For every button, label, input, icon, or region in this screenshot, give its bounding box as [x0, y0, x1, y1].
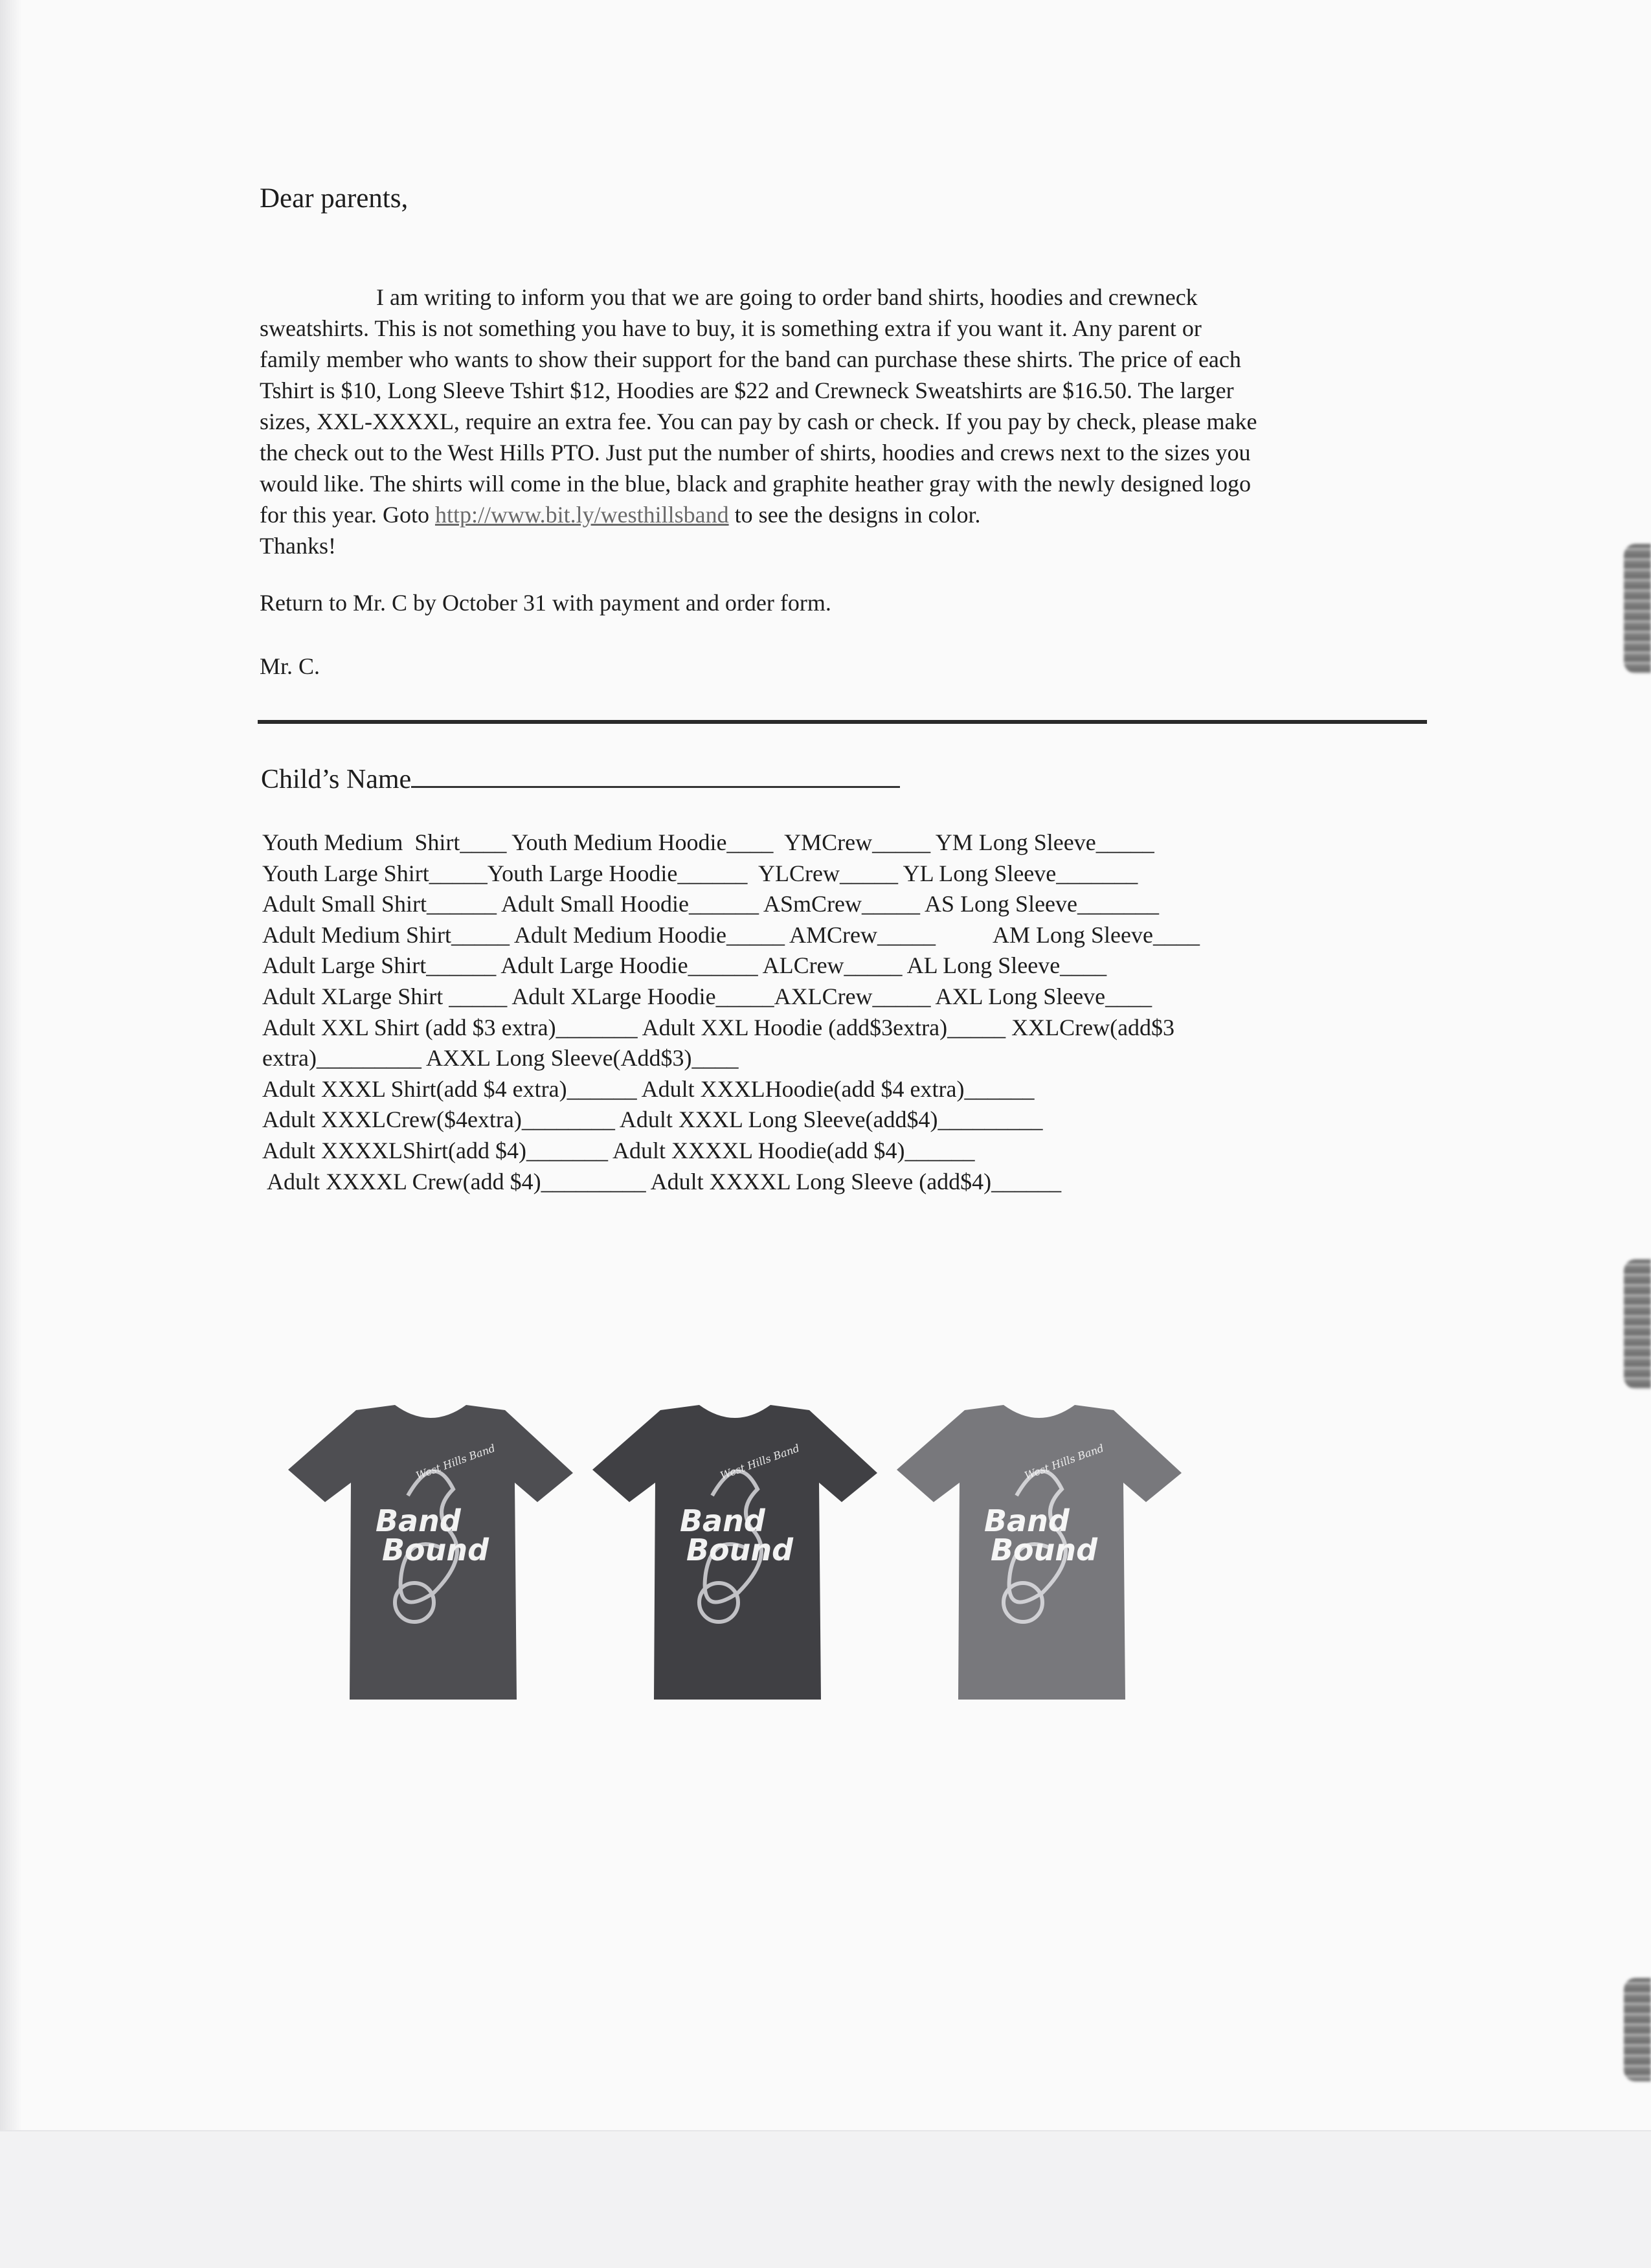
logo-text: West Hills Band: [1022, 1441, 1106, 1482]
order-line[interactable]: Adult Large Shirt______ Adult Large Hoodie______ ALCrew_____ AL Long Sleeve____: [262, 952, 1107, 979]
letter-paragraph: [260, 282, 1419, 561]
paragraph-line: Tshirt is $10, Long Sleeve Tshirt $12, Hoodies are $22 and Crewneck Sweatshirts are $16.50. The larger: [260, 377, 1234, 403]
logo-text: West Hills Band: [718, 1441, 802, 1482]
logo-text: Bound: [991, 1533, 1098, 1567]
logo-text: Band: [680, 1503, 765, 1538]
form-divider: [258, 720, 1427, 724]
thanks-line: Thanks!: [260, 533, 336, 559]
paragraph-line-suffix: to see the designs in color.: [728, 502, 981, 528]
paragraph-line-prefix: for this year. Goto: [260, 502, 435, 528]
paragraph-line: sizes, XXL-XXXXL, require an extra fee. You can pay by cash or check. If you pay by check, please make: [260, 409, 1257, 434]
paragraph-line: I am writing to inform you that we are going to order band shirts, hoodies and crewneck: [376, 284, 1198, 310]
scan-smudge: [1624, 1259, 1651, 1389]
paragraph-line: would like. The shirts will come in the blue, black and graphite heather gray with the newly designed logo: [260, 471, 1251, 497]
paragraph-line: sweatshirts. This is not something you have to buy, it is something extra if you want it. Any parent or: [260, 315, 1202, 341]
letter-body: [260, 282, 1419, 561]
scan-smudge: [1624, 1978, 1651, 2082]
band-designs-link[interactable]: http://www.bit.ly/westhillsband: [434, 502, 729, 528]
order-line[interactable]: Adult XXXL Shirt(add $4 extra)______ Adult XXXLHoodie(add $4 extra)______: [262, 1075, 1035, 1102]
paragraph-line: the check out to the West Hills PTO. Just put the number of shirts, hoodies and crews next to the sizes you: [260, 440, 1251, 466]
scanner-bed-strip: [0, 2130, 1651, 2268]
gray-shirt-image: [893, 1405, 1185, 1703]
scan-edge-shade: [0, 0, 22, 2130]
logo-text: West Hills Band: [414, 1441, 497, 1482]
logo-text: Band: [984, 1503, 1070, 1538]
black-shirt-image: [589, 1405, 881, 1703]
order-line[interactable]: Adult XXL Shirt (add $3 extra)_______ Adult XXL Hoodie (add$3extra)_____ XXLCrew(add$3: [262, 1014, 1175, 1040]
signature: Mr. C.: [260, 653, 320, 679]
order-line[interactable]: Adult XXXXL Crew(add $4)_________ Adult XXXXL Long Sleeve (add$4)______: [262, 1168, 1062, 1195]
order-line[interactable]: Adult XXXLCrew($4extra)________ Adult XXXL Long Sleeve(add$4)_________: [262, 1106, 1043, 1133]
order-line[interactable]: Adult XXXXLShirt(add $4)_______ Adult XXXXL Hoodie(add $4)______: [262, 1137, 975, 1163]
logo-text: Bound: [382, 1533, 489, 1567]
order-line[interactable]: Adult Medium Shirt_____ Adult Medium Hoodie_____ AMCrew_____ AM Long Sleeve____: [262, 921, 1200, 948]
salutation: Dear parents,: [260, 183, 409, 214]
order-line[interactable]: Youth Large Shirt_____Youth Large Hoodie______ YLCrew_____ YL Long Sleeve_______: [262, 860, 1138, 886]
logo-text: Band: [376, 1503, 461, 1538]
blue-shirt-image: [285, 1405, 576, 1703]
scan-smudge: [1624, 544, 1651, 673]
return-note: Return to Mr. C by October 31 with payment and order form.: [260, 590, 831, 616]
order-line[interactable]: Youth Medium Shirt____ Youth Medium Hoodie____ YMCrew_____ YM Long Sleeve_____: [262, 829, 1154, 855]
order-line[interactable]: Adult XLarge Shirt _____ Adult XLarge Hoodie_____AXLCrew_____ AXL Long Sleeve____: [262, 983, 1152, 1009]
child-name-blank[interactable]: [411, 763, 900, 788]
order-line[interactable]: extra)_________ AXXL Long Sleeve(Add$3)____: [262, 1045, 739, 1072]
logo-text: Bound: [686, 1533, 794, 1567]
order-line[interactable]: Adult Small Shirt______ Adult Small Hoodie______ ASmCrew_____ AS Long Sleeve_______: [262, 891, 1160, 917]
child-name-label: Child’s Name: [261, 765, 412, 794]
order-form-lines: [262, 827, 1428, 1197]
paragraph-line: family member who wants to show their support for the band can purchase these shirts. The price of each: [260, 346, 1241, 372]
child-name-field[interactable]: [261, 763, 900, 795]
shirt-designs: [285, 1405, 1191, 1703]
